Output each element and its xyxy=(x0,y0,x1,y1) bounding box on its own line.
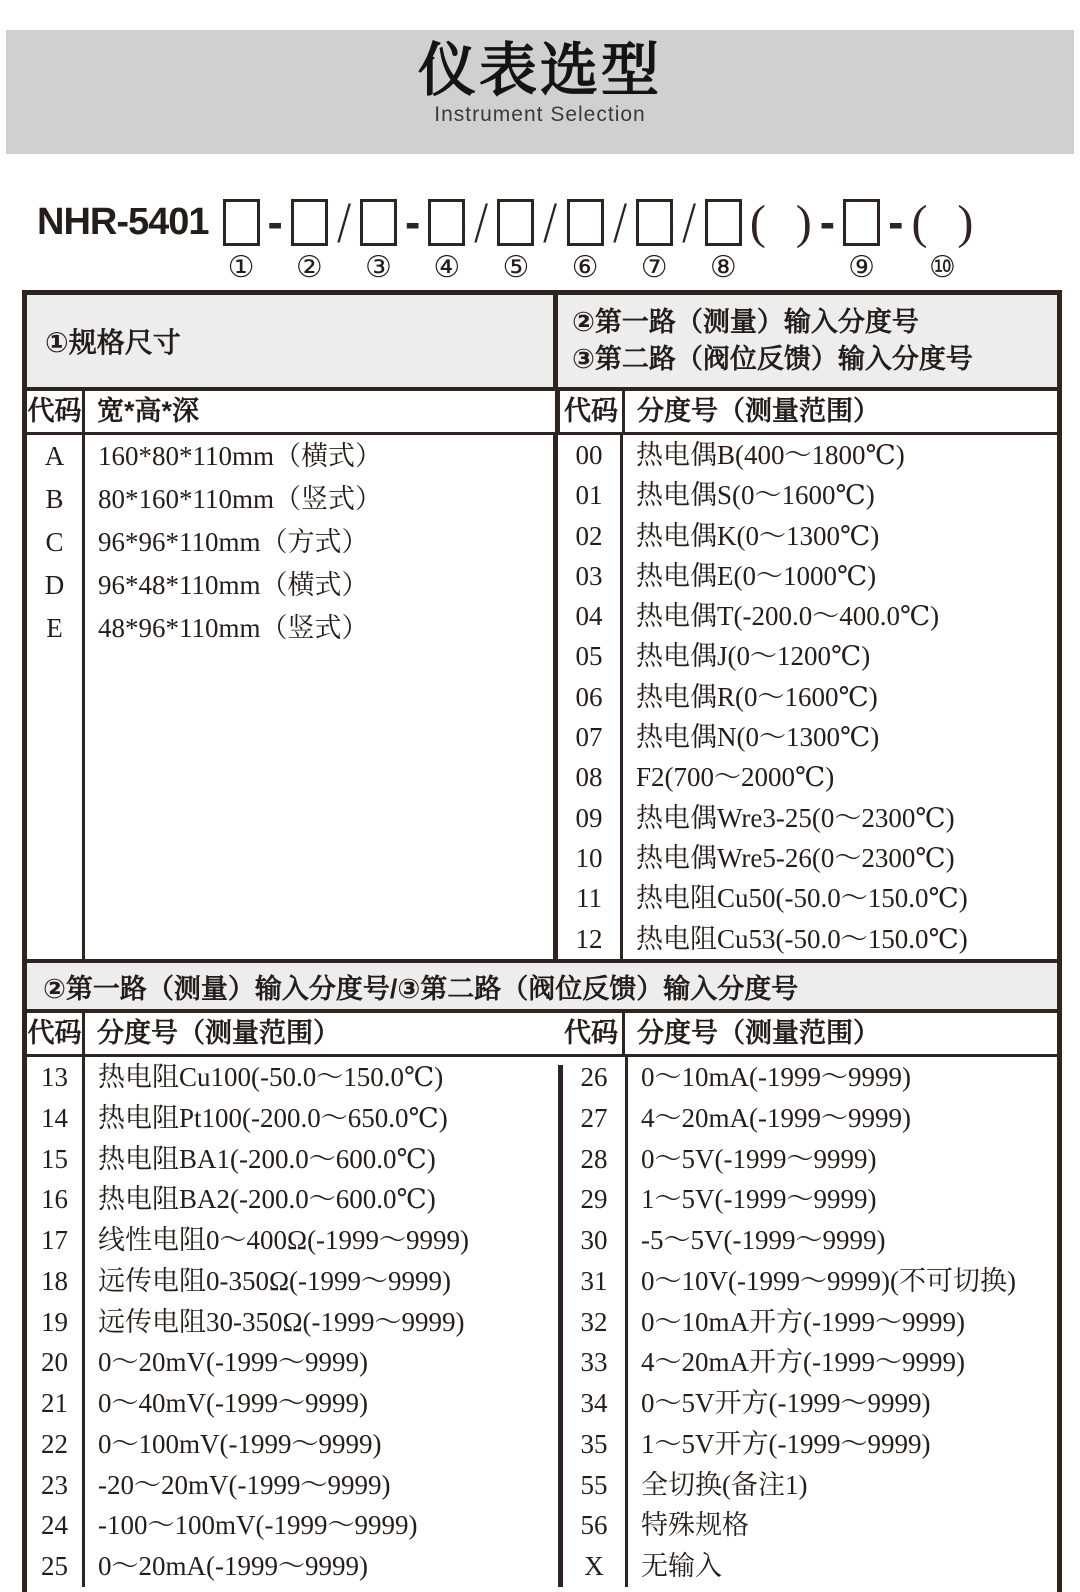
code-cell: C xyxy=(45,527,64,557)
dash-separator: - xyxy=(267,196,283,248)
code-cell: 21 xyxy=(41,1388,68,1419)
desc-cell: 热电偶B(400～1800℃) xyxy=(636,440,905,470)
division-column-header: 分度号（测量范围） xyxy=(637,396,880,426)
code-cell: 12 xyxy=(575,923,603,954)
desc-cell: -100～100mV(-1999～9999) xyxy=(98,1510,418,1541)
close-paren: ) xyxy=(957,195,974,249)
code-cell: 27 xyxy=(580,1102,608,1133)
desc-cell: 80*160*110mm（竖式） xyxy=(98,484,383,514)
segment-symbol xyxy=(612,189,628,255)
code-cell: A xyxy=(44,441,65,471)
slash-separator: / xyxy=(681,189,696,255)
code-cell: 26 xyxy=(580,1062,608,1092)
top-section-header-row xyxy=(27,295,1057,391)
desc-cell: 0～10mA开方(-1999～9999) xyxy=(641,1306,965,1337)
desc-cell: 热电阻Cu53(-50.0～150.0℃) xyxy=(636,923,968,954)
code-cell: 06 xyxy=(575,681,603,712)
division-column-header: 分度号（测量范围） xyxy=(637,1018,880,1048)
position-number: ⑥ xyxy=(571,250,599,285)
desc-cell: 无输入 xyxy=(641,1551,722,1582)
code-cell: 07 xyxy=(575,722,603,753)
segment-symbol xyxy=(473,189,489,255)
position-number: ① xyxy=(227,250,255,285)
desc-cell: 全切换(备注1) xyxy=(641,1469,808,1500)
code-box xyxy=(223,199,260,246)
division-list-26-x xyxy=(563,1057,1057,1587)
code-cell: 02 xyxy=(575,520,603,551)
code-cell: 30 xyxy=(580,1225,608,1256)
dash-separator: - xyxy=(404,196,421,248)
bottom-left-codes xyxy=(27,1057,85,1587)
model-segment xyxy=(911,193,973,284)
code-cell: B xyxy=(45,484,64,514)
division-column-header: 分度号（测量范围） xyxy=(97,1018,340,1048)
code-cell: 31 xyxy=(580,1265,608,1296)
desc-cell: 0～20mA(-1999～9999) xyxy=(98,1551,368,1582)
input-division-header-line2: ③第二路（阀位反馈）输入分度号 xyxy=(572,344,973,374)
desc-cell: 1～5V(-1999～9999) xyxy=(641,1184,877,1215)
model-segment xyxy=(497,193,534,284)
position-number: ⑨ xyxy=(848,250,876,285)
desc-cell: 0～10mA(-1999～9999) xyxy=(641,1062,911,1092)
model-segment xyxy=(336,189,352,255)
code-cell: 56 xyxy=(580,1510,608,1541)
desc-cell: 远传电阻30-350Ω(-1999～9999) xyxy=(98,1306,465,1337)
code-cell: 23 xyxy=(41,1469,68,1500)
segment-symbol xyxy=(405,193,420,251)
slash-separator: / xyxy=(543,189,558,255)
desc-cell: 48*96*110mm（竖式） xyxy=(98,613,369,643)
code-box xyxy=(497,199,534,246)
dash-separator: - xyxy=(819,196,836,248)
code-column-header: 代码 xyxy=(560,391,625,432)
segment-symbol xyxy=(542,189,558,255)
model-segment xyxy=(473,189,489,255)
code-cell: X xyxy=(584,1551,604,1582)
input-division-header-line1: ②第一路（测量）输入分度号 xyxy=(572,307,919,337)
code-cell: 24 xyxy=(41,1510,68,1541)
code-cell: 00 xyxy=(575,440,603,470)
code-cell: 25 xyxy=(41,1551,68,1582)
top-right-descs xyxy=(623,435,1057,959)
top-data-area xyxy=(27,435,1057,959)
segment-symbol xyxy=(911,193,973,251)
spec-size-list xyxy=(27,435,558,959)
desc-cell: 热电偶K(0～1300℃) xyxy=(636,520,880,551)
desc-cell: 热电偶R(0～1600℃) xyxy=(636,681,878,712)
position-number: ② xyxy=(295,250,323,285)
desc-cell: 0～5V开方(-1999～9999) xyxy=(641,1388,931,1419)
top-column-header-row xyxy=(27,391,1057,435)
segment-symbol xyxy=(291,193,328,251)
code-cell: 35 xyxy=(580,1428,608,1459)
position-number: ③ xyxy=(365,250,392,285)
page-subtitle: Instrument Selection xyxy=(434,103,646,126)
desc-cell: 热电偶J(0～1200℃) xyxy=(636,641,871,672)
position-number: ④ xyxy=(433,250,461,285)
model-segment xyxy=(888,193,903,252)
code-cell: 11 xyxy=(576,883,602,914)
segment-symbol xyxy=(705,193,742,251)
model-segment xyxy=(820,193,835,252)
code-cell: 55 xyxy=(580,1469,608,1500)
desc-cell: 特殊规格 xyxy=(641,1510,749,1541)
desc-cell: 热电偶Wre3-25(0～2300℃) xyxy=(636,802,955,833)
division-list-00-12 xyxy=(558,435,1057,959)
code-cell: 13 xyxy=(41,1062,68,1092)
paren-group xyxy=(750,195,812,250)
spec-size-header: ①规格尺寸 xyxy=(27,295,558,387)
model-segment xyxy=(705,193,742,284)
bottom-right-descs xyxy=(628,1057,1057,1587)
desc-cell: 4～20mA开方(-1999～9999) xyxy=(641,1347,965,1378)
paren-group xyxy=(911,195,973,250)
desc-cell: 线性电阻0～400Ω(-1999～9999) xyxy=(98,1225,470,1256)
desc-cell: 0～5V(-1999～9999) xyxy=(641,1143,877,1174)
code-cell: 20 xyxy=(41,1347,68,1378)
position-number: ⑤ xyxy=(502,250,530,285)
slash-separator: / xyxy=(474,189,489,255)
model-segment xyxy=(405,193,420,252)
code-cell: 19 xyxy=(41,1306,68,1337)
desc-cell: -20～20mV(-1999～9999) xyxy=(98,1469,391,1500)
position-number: ⑧ xyxy=(709,250,737,285)
desc-cell: 160*80*110mm（横式） xyxy=(98,441,383,471)
top-left-codes xyxy=(27,435,85,959)
desc-cell: 远传电阻0-350Ω(-1999～9999) xyxy=(98,1265,452,1296)
code-box xyxy=(705,199,742,246)
position-number: ⑦ xyxy=(640,250,668,285)
desc-cell: 热电偶N(0～1300℃) xyxy=(636,722,880,753)
desc-cell: F2(700～2000℃) xyxy=(636,762,835,793)
code-cell: E xyxy=(46,613,63,643)
middle-band-header: ②第一路（测量）输入分度号/③第二路（阀位反馈）输入分度号 xyxy=(27,959,1057,1013)
code-cell: 34 xyxy=(580,1388,608,1419)
code-box xyxy=(567,199,604,246)
segment-symbol xyxy=(636,193,673,251)
desc-cell: -5～5V(-1999～9999) xyxy=(641,1225,886,1256)
code-box xyxy=(428,199,465,246)
desc-cell: 热电阻BA2(-200.0～600.0℃) xyxy=(98,1184,436,1215)
desc-cell: 热电偶Wre5-26(0～2300℃) xyxy=(636,842,955,873)
code-cell: 01 xyxy=(575,480,603,511)
segment-symbol xyxy=(750,193,812,251)
model-segment xyxy=(223,193,260,284)
model-segment xyxy=(612,189,628,255)
model-code-line xyxy=(37,189,977,285)
model-segment xyxy=(681,189,697,255)
bottom-data-area xyxy=(27,1057,1057,1587)
input-division-header xyxy=(558,295,1057,387)
desc-cell: 热电偶T(-200.0～400.0℃) xyxy=(636,601,940,632)
code-column-header: 代码 xyxy=(27,1013,85,1054)
bottom-right-codes xyxy=(563,1057,628,1587)
size-column-header: 宽*高*深 xyxy=(97,396,200,426)
desc-cell: 0～10V(-1999～9999)(不可切换) xyxy=(641,1265,1016,1296)
desc-cell: 热电阻Cu100(-50.0～150.0℃) xyxy=(98,1062,444,1092)
desc-cell: 96*96*110mm（方式） xyxy=(98,527,369,557)
segment-symbol xyxy=(567,193,604,251)
position-number: ⑩ xyxy=(928,250,956,285)
close-paren: ) xyxy=(795,195,812,249)
code-cell: D xyxy=(44,570,65,600)
desc-cell: 热电阻Pt100(-200.0～650.0℃) xyxy=(98,1102,448,1133)
slash-separator: / xyxy=(337,189,351,255)
code-cell: 28 xyxy=(580,1143,608,1174)
top-left-descs xyxy=(85,435,553,959)
code-cell: 08 xyxy=(575,762,603,793)
segment-symbol xyxy=(223,193,260,251)
desc-cell: 1～5V开方(-1999～9999) xyxy=(641,1428,931,1459)
page-title: 仪表选型 xyxy=(417,38,662,103)
model-segment xyxy=(750,193,812,252)
model-segment xyxy=(428,193,465,284)
code-cell: 09 xyxy=(575,802,603,833)
title-banner xyxy=(6,30,1074,154)
code-cell: 18 xyxy=(41,1265,68,1296)
code-cell: 15 xyxy=(41,1143,68,1174)
code-cell: 16 xyxy=(41,1184,68,1215)
segment-symbol xyxy=(681,189,697,255)
segment-symbol xyxy=(497,193,534,251)
model-segment xyxy=(843,193,880,284)
code-box xyxy=(636,199,673,246)
model-segment xyxy=(567,193,604,284)
code-cell: 17 xyxy=(41,1225,68,1256)
segment-symbol xyxy=(360,193,397,251)
desc-cell: 0～40mV(-1999～9999) xyxy=(98,1388,368,1419)
code-column-header: 代码 xyxy=(27,391,85,432)
bottom-left-descs xyxy=(85,1057,558,1587)
code-box xyxy=(291,199,328,246)
code-cell: 10 xyxy=(575,842,603,873)
model-segments xyxy=(219,189,978,285)
segment-symbol xyxy=(268,193,283,251)
selection-table xyxy=(22,290,1062,1592)
model-segment xyxy=(542,189,558,255)
desc-cell: 热电偶S(0～1600℃) xyxy=(636,480,875,511)
segment-symbol xyxy=(888,193,903,251)
model-number: NHR-5401 xyxy=(37,201,209,243)
slash-separator: / xyxy=(612,189,627,255)
top-right-codes xyxy=(558,435,623,959)
open-paren: ( xyxy=(749,195,766,249)
open-paren: ( xyxy=(911,195,928,249)
code-cell: 04 xyxy=(575,601,603,632)
segment-symbol xyxy=(820,193,835,251)
desc-cell: 热电阻BA1(-200.0～600.0℃) xyxy=(98,1143,436,1174)
desc-cell: 96*48*110mm（横式） xyxy=(98,570,369,600)
desc-cell: 热电偶E(0～1000℃) xyxy=(636,560,877,591)
segment-symbol xyxy=(428,193,465,251)
segment-symbol xyxy=(336,189,352,255)
code-cell: 32 xyxy=(580,1306,608,1337)
code-cell: 29 xyxy=(580,1184,608,1215)
model-segment xyxy=(268,193,283,252)
code-cell: 22 xyxy=(41,1428,68,1459)
code-cell: 05 xyxy=(575,641,603,672)
model-segment xyxy=(636,193,673,284)
desc-cell: 0～20mV(-1999～9999) xyxy=(98,1347,368,1378)
code-cell: 14 xyxy=(41,1102,68,1133)
code-box xyxy=(843,199,880,246)
desc-cell: 热电阻Cu50(-50.0～150.0℃) xyxy=(636,883,968,914)
model-segment xyxy=(291,193,328,284)
desc-cell: 4～20mA(-1999～9999) xyxy=(641,1102,911,1133)
code-column-header: 代码 xyxy=(560,1013,625,1054)
code-cell: 03 xyxy=(575,560,603,591)
model-segment xyxy=(360,193,397,284)
bottom-column-header-row xyxy=(27,1013,1057,1057)
division-list-13-25 xyxy=(27,1057,558,1587)
dash-separator: - xyxy=(888,196,904,248)
code-box xyxy=(360,199,397,246)
segment-symbol xyxy=(843,193,880,251)
code-cell: 33 xyxy=(580,1347,608,1378)
desc-cell: 0～100mV(-1999～9999) xyxy=(98,1428,382,1459)
